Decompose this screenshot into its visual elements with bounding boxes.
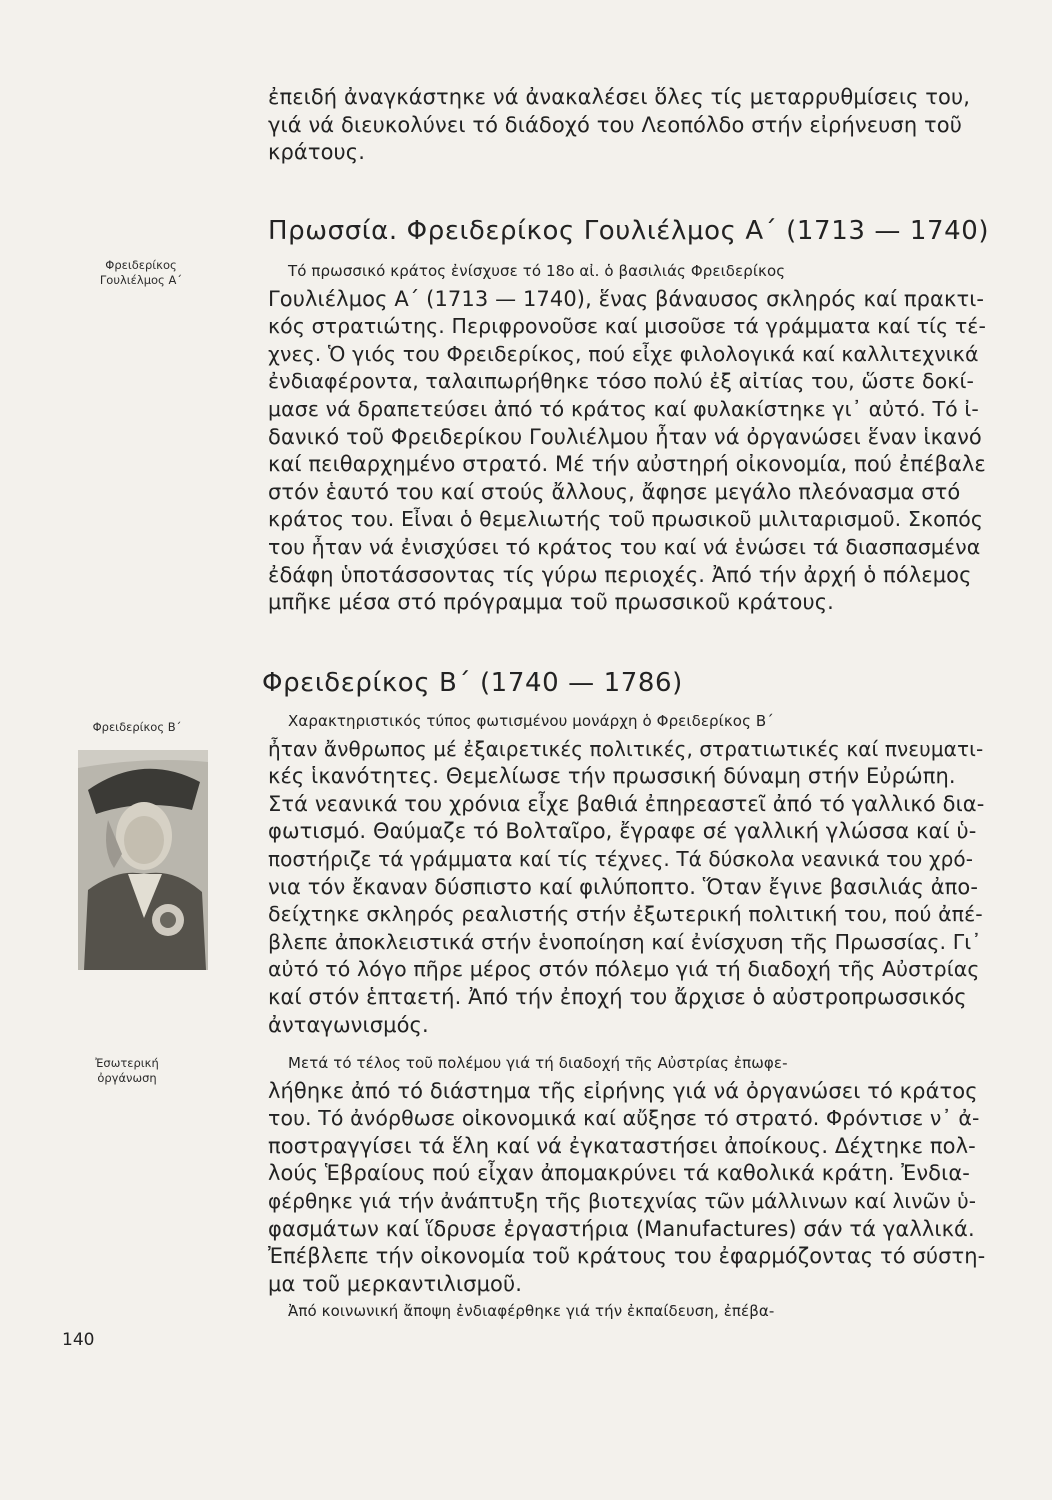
paragraph-line: ἐνδιαφέροντα, ταλαιπωρήθηκε τόσο πολύ ἐξ αἰτίας του, ὥστε δοκί- <box>268 369 975 394</box>
paragraph-line: ποστραγγίσει τά ἕλη καί νά ἐγκαταστήσει ἀποίκους. Δέχτηκε πολ- <box>268 1133 976 1158</box>
paragraph-line: δείχτηκε σκληρός ρεαλιστής στήν ἐξωτερική πολιτική του, πού ἀπέ- <box>268 902 983 927</box>
paragraph-line: ποστήριζε τά γράμματα καί τίς τέχνες. Τά δύσκολα νεανικά του χρό- <box>268 846 974 871</box>
section-heading-prussia: Πρωσσία. Φρειδερίκος Γουλιέλμος Α΄ (1713 — 1740) <box>268 216 990 246</box>
portrait-frederick-ii <box>78 750 208 970</box>
margin-note-line: ὀργάνωση <box>97 1071 157 1085</box>
paragraph-line: καί πειθαρχημένο στρατό. Μέ τήν αὐστηρή οἰκονομία, πού ἐπέβαλε <box>268 452 986 477</box>
paragraph-line: Μετά τό τέλος τοῦ πολέμου γιά τή διαδοχή τῆς Αὐστρίας ἐπωφε- <box>288 1054 788 1072</box>
margin-note-frederick-ii <box>72 720 202 735</box>
paragraph-line: φασμάτων καί ἵδρυσε ἐργαστήρια (Manufactures) σάν τά γαλλικά. <box>268 1216 975 1241</box>
margin-note-internal-organization <box>62 1056 192 1086</box>
paragraph-line: λήθηκε ἀπό τό διάστημα τῆς εἰρήνης γιά νά ὀργανώσει τό κράτος <box>268 1078 978 1103</box>
margin-note-frederick-william <box>76 258 206 288</box>
paragraph-line: μπῆκε μέσα στό πρόγραμμα τοῦ πρωσσικοῦ κράτους. <box>268 590 834 615</box>
paragraph-line: Ἀπό κοινωνική ἄποψη ἐνδιαφέρθηκε γιά τήν ἐκπαίδευση, ἐπέβα- <box>288 1302 775 1321</box>
paragraph-line: λούς Ἑβραίους πού εἶχαν ἀπομακρύνει τά καθολικά κράτη. Ἐνδια- <box>268 1161 970 1186</box>
paragraph-line: κές ἱκανότητες. Θεμελίωσε τήν πρωσσική δύναμη στήν Εὐρώπη. <box>268 764 956 789</box>
section-heading-frederick-ii: Φρειδερίκος Β΄ (1740 — 1786) <box>262 668 683 698</box>
paragraph-line: Γουλιέλμος Α΄ (1713 — 1740), ἕνας βάναυσος σκληρός καί πρακτι- <box>268 286 985 311</box>
paragraph-line: Ἐπέβλεπε τήν οἰκονομία τοῦ κράτους του ἐφαρμόζοντας τό σύστη- <box>268 1244 986 1269</box>
paragraph-line: κράτος του. Εἶναι ὁ θεμελιωτής τοῦ πρωσικοῦ μιλιταρισμοῦ. Σκοπός <box>268 507 983 532</box>
paragraph-line: μα τοῦ μερκαντιλισμοῦ. <box>268 1271 523 1296</box>
paragraph-line: ἦταν ἄνθρωπος μέ ἐξαιρετικές πολιτικές, στρατιωτικές καί πνευματι- <box>268 736 984 761</box>
section2-paragraph <box>268 708 988 1039</box>
intro-line: γιά νά διευκολύνει τό διάδοχό του Λεοπόλδο στήν εἰρήνευση τοῦ <box>268 112 962 137</box>
paragraph-line: Χαρακτηριστικός τύπος φωτισμένου μονάρχη ὁ Φρειδερίκος Β΄ <box>288 712 774 730</box>
paragraph-line: κός στρατιώτης. Περιφρονοῦσε καί μισοῦσε τά γράμματα καί τίς τέ- <box>268 314 986 339</box>
intro-paragraph <box>268 84 988 167</box>
section1-paragraph <box>268 258 988 617</box>
paragraph-line: φωτισμό. Θαύμαζε τό Βολταῖρο, ἔγραφε σέ γαλλική γλώσσα καί ὑ- <box>268 819 977 844</box>
paragraph-line: του ἦταν νά ἐνισχύσει τό κράτος του καί νά ἑνώσει τά διασπασμένα <box>268 534 981 559</box>
paragraph-line: νια τόν ἔκαναν δύσπιστο καί φιλύποπτο. Ὅταν ἔγινε βασιλιάς ἀπο- <box>268 874 979 899</box>
paragraph-line: δανικό τοῦ Φρειδερίκου Γουλιέλμου ἦταν νά ὀργανώσει ἕναν ἱκανό <box>268 424 982 449</box>
margin-note-line: Φρειδερίκος <box>105 258 177 272</box>
paragraph-line: αὐτό τό λόγο πῆρε μέρος στόν πόλεμο γιά τή διαδοχή τῆς Αὐστρίας <box>268 957 980 982</box>
paragraph-line: ἐδάφη ὑποτάσσοντας τίς γύρω περιοχές. Ἀπό τήν ἀρχή ὁ πόλεμος <box>268 562 972 587</box>
intro-line: κράτους. <box>268 140 365 165</box>
margin-note-line: Φρειδερίκος Β΄ <box>92 720 182 734</box>
paragraph-line: βλεπε ἀποκλειστικά στήν ἑνοποίηση καί ἐνίσχυση τῆς Πρωσσίας. Γι᾽ <box>268 929 982 954</box>
intro-line: ἐπειδή ἀναγκάστηκε νά ἀνακαλέσει ὅλες τίς μεταρρυθμίσεις του, <box>268 85 971 109</box>
paragraph-line: χνες. Ὁ γιός του Φρειδερίκος, πού εἶχε φιλολογικά καί καλλιτεχνικά <box>268 341 979 366</box>
margin-note-line: Γουλιέλμος Α΄ <box>99 273 183 287</box>
paragraph-line: μασε νά δραπετεύσει ἀπό τό κράτος καί φυλακίστηκε γι᾽ αὐτό. Τό ἰ- <box>268 396 979 421</box>
paragraph-line: ἀνταγωνισμός. <box>268 1012 429 1037</box>
section3-paragraph <box>268 1050 988 1326</box>
margin-note-line: Ἐσωτερική <box>95 1056 159 1070</box>
page-number: 140 <box>62 1330 95 1350</box>
paragraph-line: του. Τό ἀνόρθωσε οἰκονομικά καί αὔξησε τό στρατό. Φρόντισε ν᾽ ἀ- <box>268 1106 980 1131</box>
paragraph-line: Τό πρωσσικό κράτος ἐνίσχυσε τό 18ο αἰ. ὁ βασιλιάς Φρειδερίκος <box>288 262 786 280</box>
paragraph-line: καί στόν ἑπταετή. Ἀπό τήν ἐποχή του ἄρχισε ὁ αὐστροπρωσσικός <box>268 984 967 1009</box>
paragraph-line: φέρθηκε γιά τήν ἀνάπτυξη τῆς βιοτεχνίας τῶν μάλλινων καί λινῶν ὑ- <box>268 1188 977 1213</box>
paragraph-line: στόν ἑαυτό του καί στούς ἄλλους, ἄφησε μεγάλο πλεόνασμα στό <box>268 479 961 504</box>
paragraph-line: Στά νεανικά του χρόνια εἶχε βαθιά ἐπηρεαστεῖ ἀπό τό γαλλικό δια- <box>268 791 985 816</box>
